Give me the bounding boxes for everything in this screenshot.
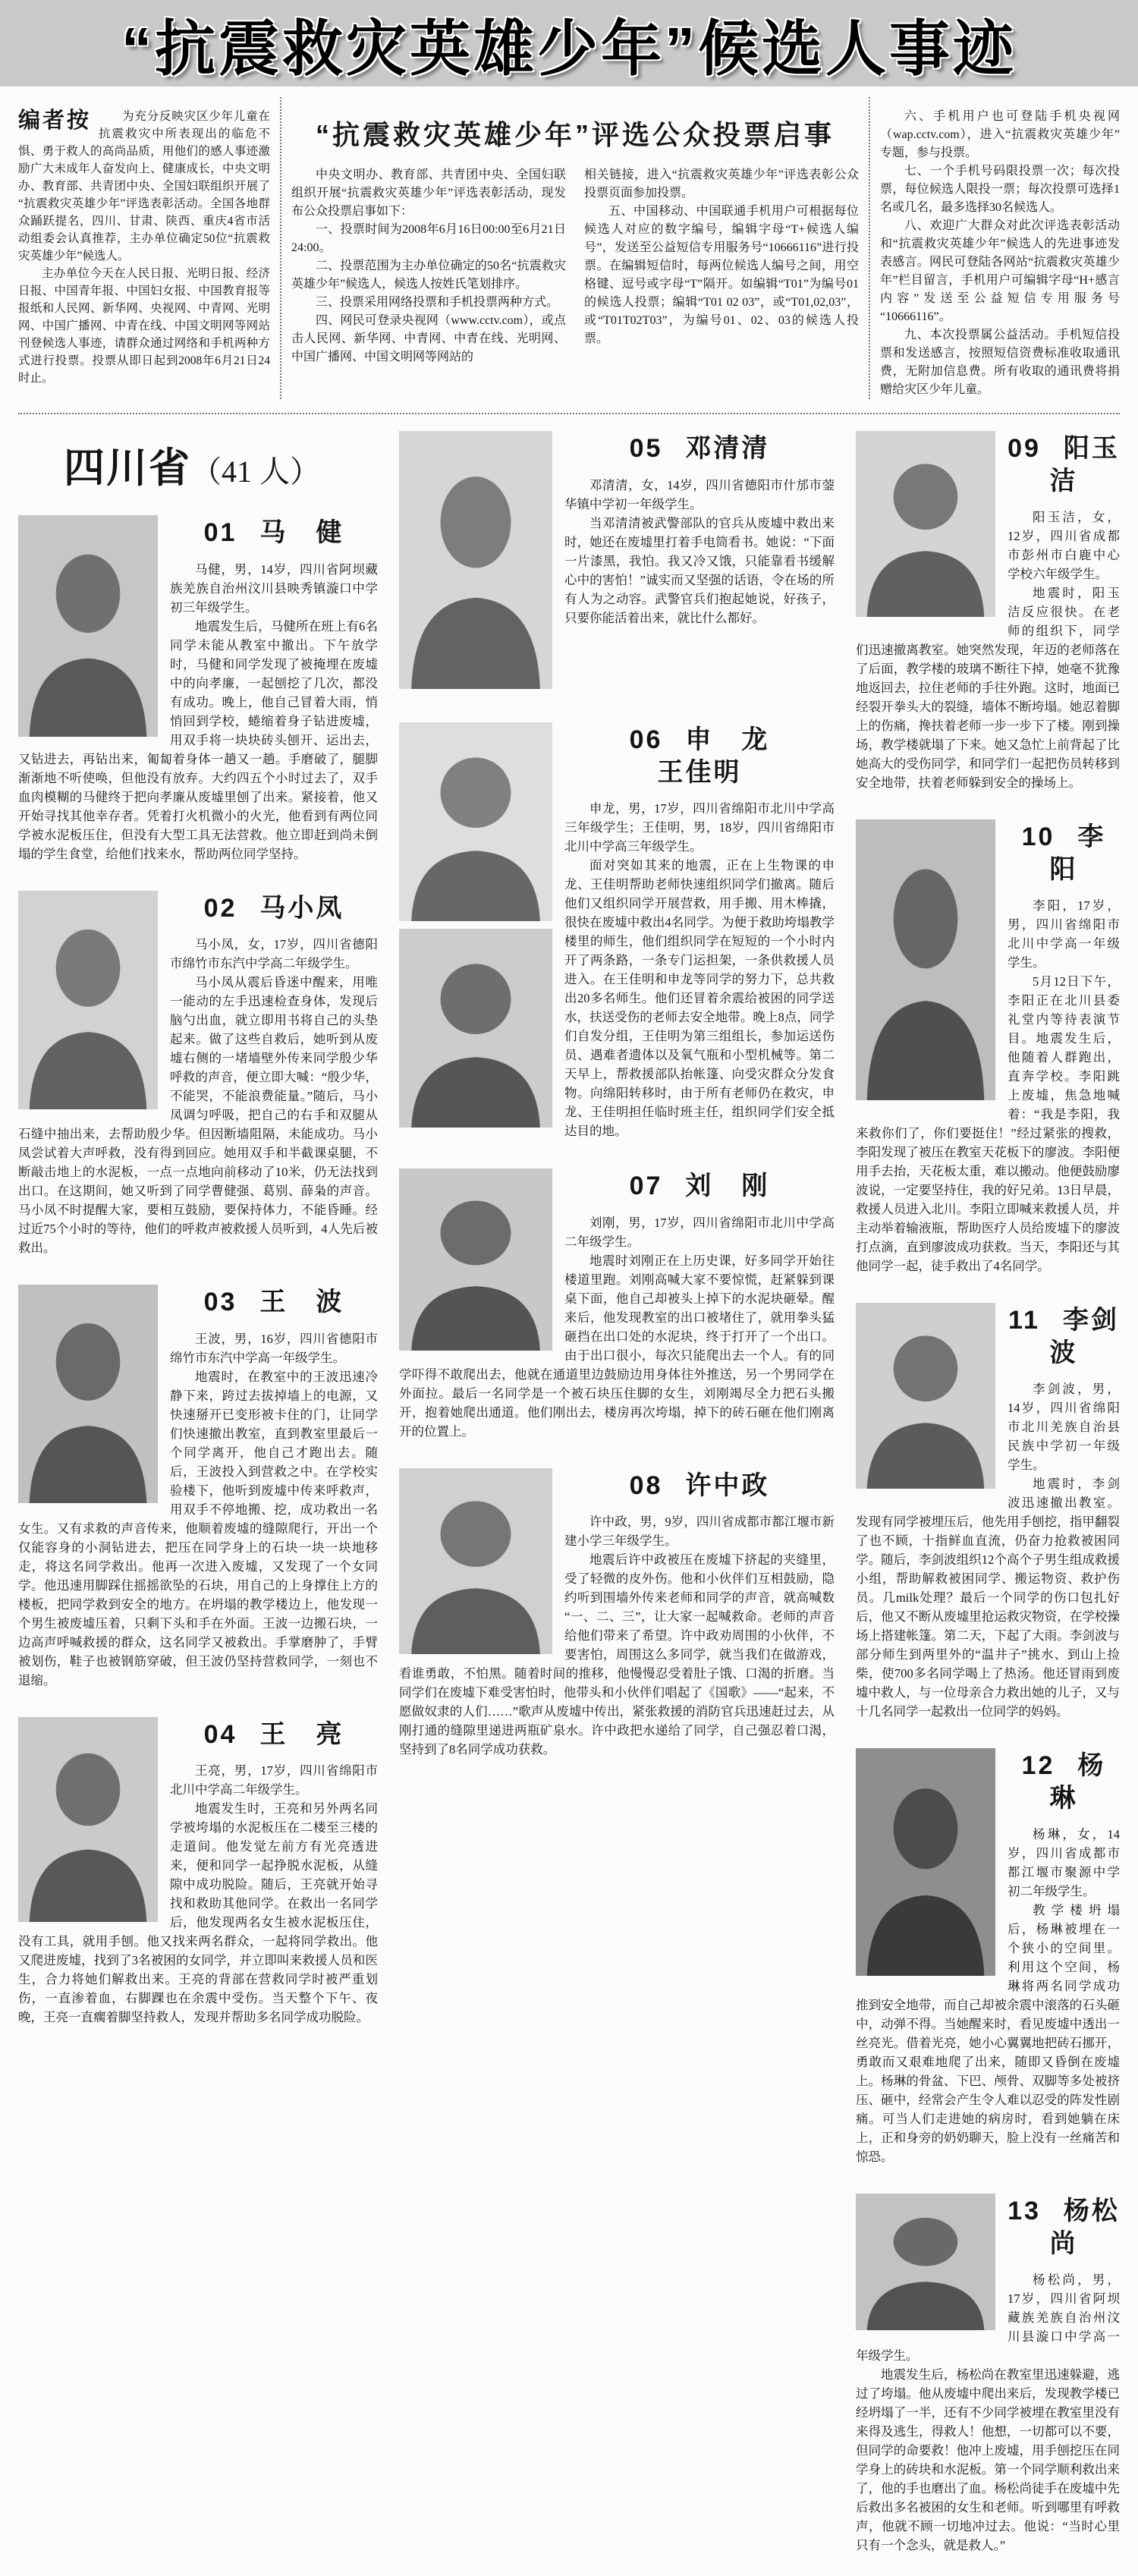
portrait-placeholder — [399, 929, 552, 1128]
candidate-profile — [399, 1462, 835, 1760]
candidate-profile — [399, 1162, 835, 1441]
notice-paragraph: 六、手机用户也可登陆手机央视网（wap.cctv.com），进入“抗震救灾英雄少年”专题，参与投票。 — [880, 110, 1120, 159]
candidate-photo — [18, 1717, 158, 1922]
candidate-story: 地震发生后，马健所在班上有6名同学未能从教室中撤出。下午放学时，马健和同学发现了被掩埋在废墟中的向孝廉，一起刨挖了几次，都没有成功。晚上，他自己冒着大雨，悄悄回到学校，蜷缩着身子钻进废墟，用双手将一块块砖头刨开、运出去，又钻进去，再钻出来，匍匐着身体一趟又一趟。手磨破了，腿脚渐渐地不听使唤，但他没有放弃。大约四五个小时过去了，双手血肉模糊的马健终于把向孝廉从废墟里刨了出来。紧接着，他又开始寻找其他幸存者。凭着打火机微小的火光，他看到有两位同学被水泥板压住，但没有大型工具无法营救。他立即赶到尚未倒塌的学生食堂，给他们找来水，帮助两位同学坚持。 — [18, 618, 378, 861]
candidate-name-second: 王佳明 — [657, 757, 742, 787]
candidate-intro: 许中政，男，9岁，四川省成都市都江堰市新建小学三年级学生。 — [564, 1514, 835, 1548]
candidate-photo — [856, 1303, 995, 1489]
candidate-profile — [856, 425, 1120, 792]
candidate-photo — [399, 431, 552, 689]
candidate-profile — [399, 716, 835, 1141]
candidate-number: 03 — [203, 1288, 237, 1316]
candidate-profile — [18, 1711, 378, 2027]
candidate-story: 地震时，李剑波迅速撤出教室。发现有同学被埋压后，他先用手刨挖，指甲翻裂了也不顾，十指鲜血直流，仍奋力抢救被困同学。随后，李剑波组织12个高个子男生组成救援小组，帮助解救被困同学、搬运物资、救护伤员。几milk处理？最后一个同学的伤口包扎好后，他又不断从废墟里抢运救灾物资，在学校操场上搭建帐篷。第二天，下起了大雨。李剑波与部分师生到两里外的“温井子”挑水、到山上捡柴，使700多名同学喝上了热汤。他还冒雨到废墟中救人，与一位母亲合力救出她的儿子，又与十几名同学一起救出一位同学的妈妈。 — [856, 1477, 1120, 1719]
candidate-story: 地震后许中政被压在废墟下挤起的夹缝里，受了轻微的皮外伤。他和小伙伴们互相鼓励，隐约听到围墙外传来老师和同学的声音，就高喊数“一、二、三”，让大家一起喊救命。老师的声音给他们带来了希望。许中政劝周围的小伙伴，不要害怕，周围这么多同学，就当我们在做游戏，看谁勇敢，不怕黑。随着时间的推移，他慢慢忍受着肚子饿、口渴的折磨。当同学们在废墟下难受害怕时，他带头和小伙伴们唱起了《国歌》——“起来，不愿做奴隶的人们……”歌声从废墟中传出，紧张救援的消防官兵迅速赶过去，从刚打通的缝隙里递进两瓶矿泉水。许中政把水递给了同学，自己强忍着口渴，坚持到了8名同学成功获救。 — [399, 1552, 835, 1757]
candidate-story: 当邓清清被武警部队的官兵从废墟中救出来时，她还在废墟里打着手电筒看书。她说：“下面一片漆黑，我怕。我又冷又饿，只能靠看书缓解心中的害怕！”诚实而又坚强的话语，令在场的所有人为之动容。武警官兵们抱起她说，好孩子，只要你能活着出来，就比什么都好。 — [564, 515, 835, 625]
candidate-photo — [18, 1285, 158, 1503]
candidate-name: 刘 刚 — [685, 1172, 770, 1200]
candidate-story: 地震发生后，杨松尚在教室里迅速躲避，逃过了垮塌。他从废墟中爬出来后，发现教学楼已经坍塌了一半，还有不少同学被埋在教室里没有来得及逃生，得救人！他想，一切都可以不要，但同学的命要救！他冲上废墟，用手刨挖压在同学身上的砖块和水泥板。第一个同学顺利救出来了，他的手也磨出了血。杨松尚徒手在废墟中先后救出多名被困的女生和老师。听到哪里有呼救声，他就不顾一切地冲过去。他说：“当时心里只有一个念头，就是救人。” — [856, 2367, 1120, 2552]
editor-note-paragraph: 为充分反映灾区少年儿童在抗震救灾中所表现出的临危不惧、勇于救人的高尚品质，用他们的感人事迹激励广大未成年人奋发向上、健康成长，中央文明办、教育部、共青团中央、全国妇联组织开展了“抗震救灾英雄少年”评选表彰活动。全国各地群众踊跃提名，四川、甘肃、陕西、重庆4省市活动组委会认真推荐，主办单位确定50位“抗震救灾英雄少年”候选人。 — [18, 110, 270, 263]
candidate-name: 李剑波 — [1049, 1306, 1119, 1367]
portrait-placeholder — [856, 431, 995, 617]
candidate-intro: 邓清清，女，14岁，四川省德阳市什邡市蓥华镇中学初一年级学生。 — [564, 477, 835, 511]
candidate-profile — [856, 1742, 1134, 2166]
candidate-number: 02 — [203, 893, 237, 923]
candidate-number: 09 — [1008, 434, 1041, 463]
page-title: “抗震救灾英雄少年”候选人事迹 — [121, 14, 1017, 83]
candidate-number: 01 — [203, 518, 237, 547]
candidate-photos — [399, 722, 552, 1135]
vertical-divider — [869, 97, 870, 399]
notice-paragraph: 二、投票范围为主办单位确定的50名“抗震救灾英雄少年”候选人，候选人按姓氏笔划排序。 — [291, 259, 566, 291]
candidate-number: 06 — [629, 725, 663, 754]
candidate-photo — [399, 1168, 552, 1351]
notice-paragraph: 中央文明办、教育部、共青团中央、全国妇联组织开展“抗震救灾英雄少年”评选表彰活动，现发布公众投票启事如下： — [291, 168, 566, 218]
candidate-photo — [18, 891, 158, 1109]
portrait-placeholder — [856, 1303, 995, 1489]
candidate-intro: 李剑波，男，14岁，四川省绵阳市北川羌族自治县民族中学初一年级学生。 — [1008, 1382, 1120, 1472]
candidate-story: 地震发生时，王亮和另外两名同学被垮塌的水泥板压在二楼至三楼的走道间。他发觉左前方有光亮透进来，便和同学一起挣脱水泥板，从缝隙中成功脱险。随后，王亮就开始寻找和救助其他同学。在救出一名同学后，他发现两名女生被水泥板压住，没有工具，就用手刨。他又找来两名群众，一起将同学救出。他又爬进废墟，找到了3名被困的女同学，并立即叫来救援人员和医生，合力将她们解救出来。王亮的背部在营救同学时被严重划伤，一直渗着血，右脚踝也在余震中受伤。当天整个下午、夜晚，王亮一直瘸着脚坚持救人，发现并帮助多名同学成功脱险。 — [18, 1801, 378, 2024]
candidate-number: 12 — [1021, 1751, 1055, 1780]
candidate-photo — [399, 722, 552, 921]
candidate-intro: 李阳，17岁，男，四川省绵阳市北川中学高一年级学生。 — [1008, 898, 1120, 970]
candidate-profile — [18, 885, 378, 1258]
editor-note-label: 编者按 — [18, 109, 92, 133]
candidate-intro: 王亮，男，17岁，四川省绵阳市北川中学高二年级学生。 — [170, 1763, 378, 1797]
portrait-placeholder — [399, 1168, 552, 1351]
voting-notice-body — [291, 166, 859, 366]
portrait-placeholder — [399, 431, 552, 689]
notice-paragraph: 三、投票采用网络投票和手机投票两种方式。 — [316, 296, 559, 309]
candidate-intro: 刘刚，男，17岁，四川省绵阳市北川中学高二年级学生。 — [564, 1215, 835, 1249]
candidate-name: 王 亮 — [259, 1719, 344, 1749]
voting-notice-title: “抗震救灾英雄少年”评选公众投票启事 — [315, 119, 835, 150]
candidate-story: 教学楼坍塌后，杨琳被埋在一个狭小的空间里。利用这个空间，杨琳将两名同学成功推到安全地带，而自己却被余震中滚落的石头砸中，动弹不得。当她醒来时，看见废墟中透出一丝亮光。借着光亮，她小心翼翼地把砖石挪开，勇敢而又艰难地爬了出来，随即又昏倒在废墟上。杨琳的骨盆、下巴、颅骨、双脚等多处被挤压、砸中，经常会产生令人难以忍受的阵发性剧痛。可当人们走进她的病房时，看到她躺在床上，正和身旁的奶奶聊天，脸上没有一丝痛苦和惊恐。 — [856, 1903, 1120, 2164]
province-count: （41 人） — [191, 454, 320, 489]
candidate-intro: 阳玉洁，女，12岁，四川省成都市彭州市白鹿中心学校六年级学生。 — [1008, 510, 1120, 581]
voting-notice-column-3 — [880, 97, 1120, 399]
notice-paragraph: 五、中国移动、中国联通手机用户可根据每位候选人对应的数字编号，编辑字母“T+候选人编号”，发送至公益短信专用服务号“10666116”进行投票。在编辑短信时，每两位候选人编号之间，用空格键、逗号或字母“T”隔开。如编辑“T01”为编号01的候选人投票；编辑“T01 02 03”，或“T01,02,03”，或“T01T02T03”，为编号01、02、03的候选人投票。 — [584, 205, 859, 345]
candidate-name: 马 健 — [259, 518, 344, 547]
candidate-photo — [18, 515, 158, 737]
candidate-photo — [399, 929, 552, 1128]
portrait-placeholder — [399, 1468, 552, 1654]
candidate-profile — [399, 425, 835, 695]
masthead — [0, 0, 1138, 86]
candidates-section — [0, 425, 1138, 2576]
column-sichuan-left — [18, 425, 378, 2576]
candidate-photo — [399, 1468, 552, 1654]
column-sichuan-middle — [399, 425, 835, 2576]
candidate-name: 李 阳 — [1049, 822, 1134, 884]
candidate-intro: 马健，男，14岁，四川省阿坝藏族羌族自治州汶川县映秀镇漩口中学初三年级学生。 — [170, 561, 378, 615]
candidate-profile — [856, 2188, 1120, 2555]
candidate-story: 马小凤从震后昏迷中醒来，用唯一能动的左手迅速检查身体，发现后脑勺出血，就立即用书将自己的头垫起来。做了这些自救后，她听到从废墟右侧的一堵墙壁外传来同学殷少华呼救的声音，便立即大喊：“殷少华，不能哭，不能浪费能量。”随后，马小凤调匀呼吸，把自己的右手和双腿从石缝中抽出来，去帮助殷少华。但因断墙阻隔，未能成功。马小凤尝试着大声呼救，没有得到回应。她用双手和半截课桌腿，不断敲击地上的水泥板，一点一点地向前移动了10米，仍无法找到出口。在这期间，她又听到了同学曹健强、葛别、薛枭的声音。马小凤不时提醒大家，要相互鼓励，要保持体力，不能昏睡。经过近75个小时的等待，他们的呼救声被救援人员听到，4人先后被救出。 — [18, 975, 378, 1255]
candidate-profile — [856, 1297, 1120, 1721]
candidate-name: 杨 琳 — [1049, 1751, 1134, 1813]
candidate-profile — [856, 813, 1134, 1275]
candidate-number: 11 — [1008, 1306, 1040, 1335]
portrait-placeholder — [856, 1748, 995, 1976]
candidate-number: 08 — [629, 1470, 663, 1500]
editor-note — [18, 97, 270, 399]
candidate-profile — [18, 509, 378, 863]
horizontal-divider — [18, 413, 1120, 414]
portrait-placeholder — [18, 1285, 158, 1503]
notice-paragraph: 相关链接，进入“抗震救灾英雄少年”评选表彰公众投票页面参加投票。 — [584, 168, 859, 200]
candidate-number: 04 — [203, 1719, 237, 1749]
vertical-divider — [280, 97, 281, 399]
candidate-name: 杨松尚 — [1049, 2197, 1120, 2258]
candidate-photo — [856, 819, 995, 1100]
candidate-name: 申 龙 — [685, 725, 770, 754]
voting-notice-column-1 — [291, 166, 566, 366]
candidate-photo — [856, 2194, 995, 2330]
editor-note-paragraph: 主办单位今天在人民日报、光明日报、经济日报、中国青年报、中国妇女报、中国教育报等报纸和人民网、新华网、央视网、中青网、光明网、中国广播网、中青在线、中国文明网等网站刊登候选人事迹，请群众通过网络和手机两种方式进行投票。投票从即日起到2008年6月21日24时止。 — [18, 267, 270, 385]
portrait-placeholder — [18, 515, 158, 737]
notice-paragraph: 八、欢迎广大群众对此次评选表彰活动和“抗震救灾英雄少年”候选人的先进事迹发表感言。网民可登陆各网站“抗震救灾英雄少年”栏目留言，手机用户可编辑字母“H+感言内容”发送至公益短信专用服务号“10666116”。 — [880, 219, 1120, 323]
notice-paragraph: 七、一个手机号码限投票一次；每次投票，每位候选人限投一票；每次投票可选择1名或几名，最多选择30名候选人。 — [880, 165, 1120, 214]
candidate-number: 07 — [629, 1172, 663, 1200]
candidate-intro: 王波，男，16岁，四川省德阳市绵竹市东汽中学高一年级学生。 — [170, 1331, 378, 1365]
candidate-photo — [856, 431, 995, 617]
notice-paragraph: 一、投票时间为2008年6月16日00:00至6月21日24:00。 — [291, 223, 566, 254]
candidate-name: 邓清清 — [685, 434, 770, 463]
candidate-story: 地震时，在教室中的王波迅速冷静下来，跨过去拔掉墙上的电源，又快速掰开已变形被卡住的门，让同学们快速撤出教室，直到教室里最后一个同学离开，他自己才跑出去。随后，王波投入到营救之中。在学校实验楼下，他听到废墟中传来呼救声，用双手不停地搬、挖，成功救出一名女生。又有求救的声音传来，他顺着废墟的缝隙爬行，开出一个仅能容身的小洞钻进去，把压在同学身上的石块一块一块地移走，将这名同学救出。他再一次进入废墟，又发现了一个女同学。他迅速用脚踩住摇摇欲坠的石块，用自己的上身撑住上方的楼板，把同学救到安全的地方。在坍塌的教学楼边上，他发现一个男生被废墟压着，只剩下头和手在外面。王波一边搬石块，一边高声呼喊救援的群众，这名同学又被救出。手掌磨肿了，手臂被划伤，鞋子也被钢筋穿破，但王波仍坚持营救同学，一刻也不退缩。 — [18, 1369, 378, 1687]
candidate-intro: 马小凤，女，17岁，四川省德阳市绵竹市东汽中学高二年级学生。 — [170, 937, 378, 970]
portrait-placeholder — [18, 891, 158, 1109]
candidate-intro: 杨琳，女，14岁，四川省成都市都江堰市聚源中学初二年级学生。 — [1008, 1827, 1120, 1898]
portrait-placeholder — [399, 722, 552, 921]
candidate-story: 面对突如其来的地震，正在上生物课的申龙、王佳明帮助老师快速组织同学们撤离。随后他们又组织同学开展营救，用手搬、用木棒撬，很快在废墟中救出4名同学。为便于救助垮塌教学楼里的师生，他们组织同学在短短的一个小时内开了两条路，一条专门运担架，一条供救援人员进入。在王佳明和申龙等同学的努力下，总共救出20多名师生。他们还冒着余震给被困的同学送水，扶送受伤的老师去安全地带。晚上8点，同学们自发分组，王佳明为第三组组长，参加运送伤员、遇难者遗体以及氧气瓶和小型机械等。第二天早上，帮救援部队抬帐篷、向受灾群众分发食物。向绵阳转移时，由于所有老师仍在救灾，申龙、王佳明担任临时班主任，组织同学们安全抵达目的地。 — [564, 858, 835, 1138]
voting-notice — [291, 97, 859, 399]
province-heading — [64, 436, 378, 494]
candidate-number: 05 — [629, 434, 663, 463]
candidate-story: 地震时刘刚正在上历史课，好多同学开始往楼道里跑。刘刚高喊大家不要惊慌，赶紧躲到课桌下面，他自己却被头上掉下的水泥块砸晕。醒来后，他发现教室的出口被堵住了，就用拳头猛砸挡在出口处的水泥块，终于打开了一个出口。由于出口很小，每次只能爬出去一个人。有的同学吓得不敢爬出去，他就在通道里边鼓励边用身体往外推送，另一个男同学在外面拉。最后一名同学是一个被石块压住脚的女生，刘刚竭尽全力把石头搬开，抱着她爬出通道。他们刚出去，楼房再次垮塌，掉下的砖石砸在他们刚离开的位置上。 — [399, 1253, 835, 1439]
candidate-name: 阳玉洁 — [1049, 434, 1120, 495]
province-name: 四川省 — [64, 445, 191, 491]
portrait-placeholder — [856, 819, 995, 1100]
portrait-placeholder — [856, 2194, 995, 2330]
notice-paragraph: 九、本次投票属公益活动。手机短信投票和发送感言，按照短信资费标准收取通讯费，无附加信息费。所有收取的通讯费将捐赠给灾区少年儿童。 — [880, 329, 1120, 396]
notice-paragraph: 四、网民可登录央视网（www.cctv.com），或点击人民网、新华网、中青网、中青在线、光明网、中国广播网、中国文明网等网站的 — [291, 314, 566, 363]
candidate-name: 王 波 — [259, 1288, 344, 1316]
candidate-name: 许中政 — [685, 1470, 770, 1500]
column-sichuan-right — [856, 425, 1134, 2576]
candidate-intro: 杨松尚，男，17岁，四川省阿坝藏族羌族自治州汶川县漩口中学高一年级学生。 — [856, 2272, 1120, 2363]
candidate-intro: 申龙，男，17岁，四川省绵阳市北川中学高三年级学生；王佳明，男，18岁，四川省绵阳市北川中学高三年级学生。 — [564, 801, 835, 854]
candidate-name: 马小凤 — [259, 893, 344, 923]
voting-notice-column-2 — [584, 166, 859, 366]
candidate-number: 10 — [1021, 822, 1055, 851]
candidate-number: 13 — [1008, 2197, 1041, 2225]
top-section — [0, 86, 1138, 399]
candidate-story: 地震时，阳玉洁反应很快。在老师的组织下，同学们迅速撤离教室。她突然发现，年迈的老师落在了后面，教学楼的玻璃不断往下掉，她毫不犹豫地返回去，拉住老师的手往外跑。这时，地面已经裂开拳头大的裂缝，墙体不断垮塌。她忍着脚上的伤痛，搀扶着老师一步一步下了楼。刚到操场，教学楼就塌了下来。她又急忙上前背起了比她高大的受伤同学，和同学们一起把伤员转移到安全地带，扶着老师躲到安全的操场上。 — [856, 586, 1120, 790]
candidate-profile — [18, 1279, 378, 1690]
portrait-placeholder — [18, 1717, 158, 1922]
candidate-story: 5月12日下午，李阳正在北川县委礼堂内等待表演节目。地震发生后，他随着人群跑出，直奔学校。李阳跳上废墟，焦急地喊着：“我是李阳，我来救你们了，你们要挺住！”经过紧张的搜救，李阳发现了被压在教室天花板下的廖波。李阳便用手去抬，天花板太重，难以搬动。他便鼓励廖波说，一定要坚持住，我的好兄弟。13日早晨，救援人员进入北川。李阳立即喊来救援人员，并主动举着输液瓶，帮助医疗人员给废墟下的廖波打点滴，直到廖波成功获救。当天，李阳还与其他同学一起，徒手救出了4名同学。 — [856, 974, 1120, 1273]
candidate-photo — [856, 1748, 995, 1976]
